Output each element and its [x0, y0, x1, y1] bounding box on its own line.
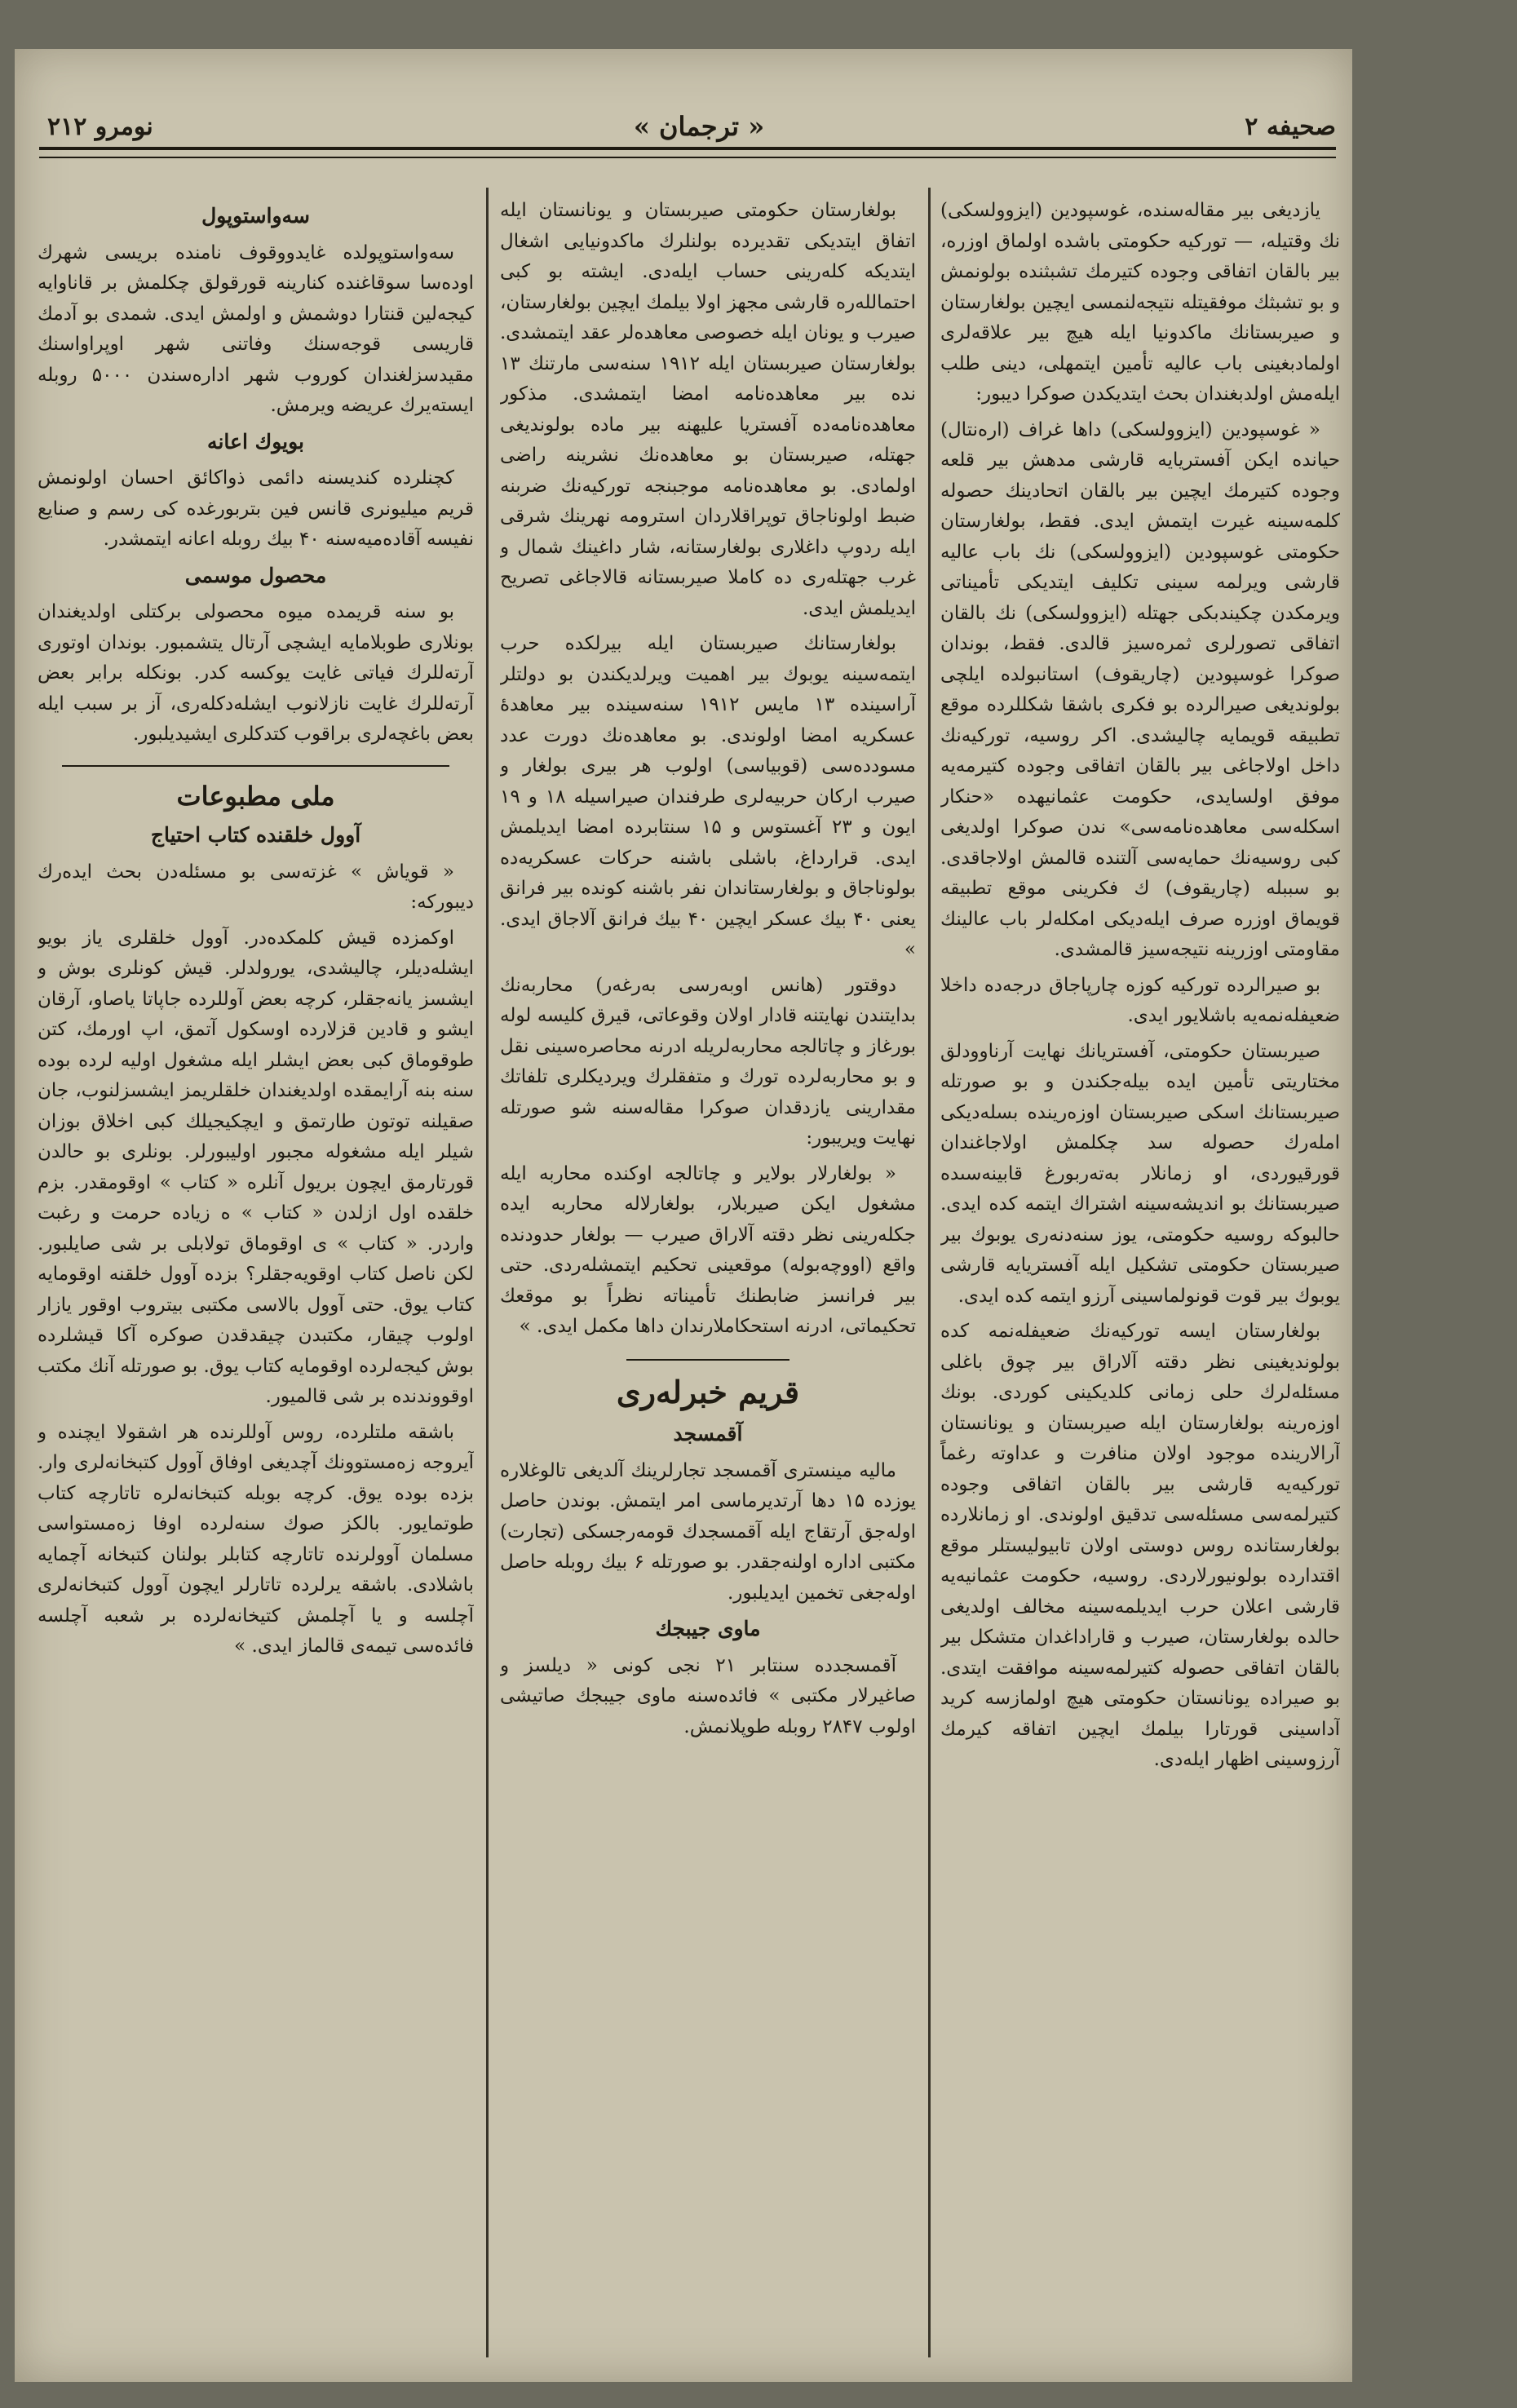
newspaper-title: « ترجمان » [633, 111, 765, 142]
news-heading: سەواستوپول [201, 204, 310, 228]
article-paragraph: « قوياش » غزتەسى بو مسئلەدن بحث ايدەرك ديبوركه: [38, 861, 474, 913]
column-right [940, 196, 1340, 2357]
issue-number: نومرو ۲۱۲ [47, 112, 153, 141]
masthead-rule [39, 147, 1336, 150]
newspaper-page [15, 49, 1352, 2382]
news-paragraph: كچنلرده كنديسنه دائمى ذواكائق احسان اولونمش قريم ميليونرى قانس فين بتربورغده كى رسم و صنايع نفيسه آقادەميەسنه ۴۰ بيك روبله اعانه ايتمشدر. [38, 467, 474, 550]
section-title: قريم خبرلەرى [616, 1373, 800, 1410]
column-middle [500, 196, 916, 2357]
article-paragraph: صيربستان حكومتى، آفستريانك نهايت آرناوودلق مختاريتى تأمين ايده بيلەجكندن و بو صورتله صيربستانك اسكى صيربستان اوزەرينده بسلەديكى املەرك حصوله سد چكلمش اولاجاغندان قورقيوردى، او زمانلار بەتەربورغ قابينەسىده صيربستانك بو اندیشەسينه اشتراك ايتمه كده ايدى. حالبوكه روسيه حكومتى، يوز سنەدنەرى يوبوك بير صيربستان حكومتى تشكيل ايله آفستريايه قارشى يوبوك بير قوت قونولماسينى آرزو ايتمه كده ايدى. [940, 1040, 1340, 1307]
news-heading: آقمسجد [673, 1422, 743, 1445]
article-paragraph: « غوسپودين (ايزوولسكى) داها غراف (ارەنتال) حيانده ايكن آفستريايه قارشى مدهش بير قلعه وجوده كتيرمك ايچين بير بالقان اتحادينك حصوله كلمەسينه غيرت ايتمش ايدى. فقط، بولغارستان حكومتى غوسپودين (ايزوولسكى) نك باب عاليه قارشى ويرلمه سينى تكليف ايتديكى تأميناتى ويرمكدن چكيندبكى جهتله (ايزوولسكى) نك بالقان اتفاقى تصورلرى ثمرەسيز قالدى. فقط، بوندان صوكرا غوسپودين (چاريقوف) استانبولده ايلچى بولونديغى صيرالرده بو فكرى باشقا شكللرده موقع تطبيقه قويمايه چاليشدى. اكر روسيه، توركيەنك داخل اولاجاغى بير بالقان اتفاقى وجوده كتيرمەيه موفق اولسايدى، حكومت عثمانيهده «حنكار اسكلەسى معاهدەنامەسى» ندن صوكرا اولديغى كبى روسيەنك حمايەسى آلتنده قالمش اولاجاقدى. بو سببله (چاريقوف) ك فكرينى موقع تطبيقه قويماق اوزره صرف ايلەديكى امكلەلر باب عالينك مقاومتى اوزرينه نتيجەسيز قالمشدى. [940, 418, 1340, 960]
news-heading: ماوى جيبجك [655, 1617, 761, 1640]
masthead-rule-thin [39, 157, 1336, 158]
masthead [47, 106, 1336, 147]
news-paragraph: سەواستوپولده غايدووقوف نامنده بريسى شهرك اودەسا سوقاغنده كنارينه قورقولق چكلمش بر قاناوايه كيجەلين قنتارا دوشمش و اولمش ايدى. شمدى بو آدمك قاريسى قوجەسنك وفاتنى شهر اوپراواسنك مقيدسزلغندان كوروب شهر ادارەسندن ۵۰۰۰ روبله ايستەيرك عريضه ويرمش. [38, 241, 474, 416]
article-paragraph: بو صيرالرده توركيه كوزه چارپاجاق درجەده داخلا ضعيفلەنمەيه باشلايور ايدى. [940, 974, 1340, 1026]
news-heading: محصول موسمى [184, 563, 327, 587]
page-number: صحيفه ۲ [1245, 112, 1336, 141]
news-heading: بويوك اعانه [207, 429, 304, 454]
article-paragraph: يازديغى بير مقالەسنده، غوسپودين (ايزوولسكى) نك وقتيله، — توركيه حكومتى باشده اولماق اوزره، بير بالقان اتفاقى وجوده كتيرمك تشبثنده بولونمش و بو تشبثك موفقيتله نتيجەلنمسى ايچين بولغارستان و صيربستانك ماكدونيا ايله هيچ بير علاقەلرى اولمادبغينى باب عاليه تأمين ايتمهلى، دينى طلب ايلەمش اولدبغندان بحث ايتديكدن صوكرا ديبور: [940, 200, 1340, 405]
section-separator [62, 765, 449, 767]
column-divider-left [486, 188, 489, 2357]
article-paragraph: باشقه ملتلرده، روس آوللرنده هر اشقولا ايچنده و آيروجه زەمستوونك آچديغى اوفاق آوول كتبخانەلرى وار. بزده بوده يوق. كرچه بوبله كتبخانەلره تاتارچه كتاب طوتمايور. بالكز صوك سنەلرده اوفا زەمستواسى مسلمان آوولرنده تاتارچه كتابلر بولنان كتبخانه آچمايه باشلادى. باشقه يرلرده تاتارلر ايچون آوول كتبخانەلرى آچلسه و يا آچلمش كتيخانەلرده بر شعبه آچلسه فائدەسى تيمەى قالماز ايدى. » [38, 1421, 474, 1657]
article-paragraph: دوقتور (هانس اوبەرسى بەرغەر) محاربەنك بدايتندن نهايتنه قادار اولان وقوعاتى، قيرق كليسه لوله بورغاز و چاتالجه محاربەلريله ادرنه محاصرەسينى نقل و بو محاربەلرده تورك و متفقلرك ويرديكلرى تلفاتك مقدارينى يازدقدان صوكرا مقالەسنه شو صورتله نهايت ويريبور: [500, 974, 916, 1149]
column-divider-right [928, 188, 931, 2357]
article-paragraph: « بولغارلار بولاير و چاتالجه اوكنده محاربه ايله مشغول ايكن صيربلار، بولغارلاله محاربه ايده جكلەرينى نظر دقته آلاراق صيرب — بولغار حدودنده واقع (اووچەبوله) موقعينى تحكيم ايتمشلەردى. حتى بير فرانسز ضابطنك تأميناته نظراً بو موقعك تحكيماتى، ادرنه استحكاملارندان داها مكمل ايدى. » [500, 1162, 916, 1337]
column-left [38, 196, 474, 2357]
article-paragraph: اوكمزده قيش كلمكدەدر. آوول خلقلرى ياز بويو ايشلەديلر، چاليشدى، يورولدلر. قيش كونلرى بوش و ايشسز يانەجقلر، كرچه بعض آوللرده جاپاتا ياصاو، آرقان ايشو و قادين قزلارده اوسكول آتمق، اپ اورمك، كتن طوقوماق كبى بعض ايشلر ايله مشغول اوليه لرده بوده سنه بنه آرايمقده اولديغندان خلقلريمز ايشسزلنوب، جان صقيلنه توتون طارتمق و ايچكيجيلك كبى اخلاق بوزان شيلر ايله مشغوله مجبور اوليبورلر. بونلرى بو حالدن قورتارمق ايچون بريول آنلره « كتاب » اوقومقدر. بزم خلقده اول ازلدن « كتاب » ه زياده حرمت و رغبت واردر. « كتاب » ى اوقوماق تولابلى بر شى صايلبور. لكن ناصل كتاب اوقويەجقلر؟ بزده آوول خلقنه اوقومايه كتاب يوق. حتى آوول بالاسى مكتبى بيتروب اوقور يازار اولوب چيقار، مكتبدن چيقدقدن صوكره آكا قيشلرده بوش كيجەلرده اوقومايه كتاب يوق. بو صورتله آنك مكتب اوقووندنده بر شى قالميور. [38, 927, 474, 1407]
section-separator [626, 1359, 789, 1361]
article-paragraph: بولغارستان حكومتى صيربستان و يونانستان ايله اتفاق ايتديكى تقديرده بولنلرك ماكدونيايى اشغال ايتديكه كلەرينى حساب ايلەدى. ايشته بو كبى احتماللەره قارشى مجهز اولا بيلمك ايچين بولغارستان، صيرب و يونان ايله خصوصى معاهدەلر عقد ايتمشدى. بولغارستان صيربستان ايله ۱۹۱۲ سنەسى مارتنك ۱۳ نده بير معاهدەنامه امضا ايتمشدى. مذكور معاهدەنامەده آفستريا عليهنه بير ماده بولونديغى جهتله، صيربستان بو معاهدەنك نشرينه راضى اولمادى. بو معاهدەنامه موجبنجه توركيەنك ضربنه ضبط اولوناجاق توپراقلاردان استرومه نهرينك شرقى ايله ردوپ داغلارى بولغارستانه، شار داغينك شمال و غرب جهتلەرى ده كاملا صيربستانه قالاجاغى تصريح ايديلمش ايدى. [500, 200, 916, 619]
news-paragraph: ماليه مينسترى آقمسجد تجارلرينك آلديغى تالوغلاره يوزده ۱۵ دها آرتديرماسى امر ايتمش. بوندن حاصل اولەجق آرتقاج ايله آقمسجدك قومەرجسكى (تجارت) مكتبى اداره اولنەجقدر. بو صورتله ۶ بيك روبله حاصل اولەجغى تخمين ايديلبور. [500, 1459, 916, 1604]
article-paragraph: بولغارستان ايسه توركيەنك ضعيفلەنمه كده بولونديغينى نظر دقته آلاراق بير چوق باغلى مسئلەلرك حلى زمانى كلديكينى كوردى. بونك اوزەرينه بولغارستان ايله صيربستان و يونانستان آرالارينده موجود اولان منافرت و عداوته رغماً توركيەيه قارشى بير بالقان اتفاقى وجوده كتيرلمەسى مسئلەسى تدقيق اولوندى. او زمانلارده بولغارستانده روس دوستى اولان تابيوليستلر موقع اقتدارده بولونيورلاردى. روسيه، حكومت عثمانيەيه قارشى اعلان حرب ايديلمەسينه مخالف اولديغى حالده بولغارستان، صيرب و قاراداغدان متشكل بير بالقان اتفاقى حصوله كتيرلمەسينه موافقت ايتدى. بو صيراده يونانستان حكومتى هيچ اولمازسه كريد آداسينى قورتارا بيلمك ايچين اتفاقه كيرمك آرزوسينى اظهار ايلەدى. [940, 1321, 1340, 1770]
section-title: ملى مطبوعات [176, 780, 335, 812]
news-paragraph: آقمسجدده سنتابر ۲۱ نجى كونى « ديلسز و صاغيرلار مكتبى » فائدەسنه ماوى جيبجك صاتيشى اولوب ۲۸۴۷ روبله طوپلانمش. [500, 1654, 916, 1737]
news-heading: آوول خلقنده كتاب احتياج [150, 823, 361, 847]
article-paragraph: بولغارستانك صيربستان ايله بيرلكده حرب ايتمەسينه يوبوك بير اهميت ويرلديكندن بو دولتلر آراسينده ۱۳ مايس ۱۹۱۲ سنەسينده بير معاهدۀ عسكريه امضا اولوندى. بو معاهدەنك دورت عدد مسوددەسى (قوبياسى) اولوب هر بيرى بولغار و صيرب اركان حربيەلرى طرفندان صيراسيله ۱۸ و ۱۹ ايون و ۲۳ آغستوس و ۱۵ سنتابرده امضا ايديلمش ايدى. قرارداغ، باشلى باشنه حركات عسكريەده بولوناجاق و بولغارستاندان نفر باشنه كوندە بير فرانق يعنى ۴۰ بيك عسكر ايچين ۴۰ بيك فرانق آلاجاق ايدى. » [500, 633, 916, 960]
news-paragraph: بو سنه قريمده ميوه محصولى بركتلى اولديغندان بونلارى طوبلامايه ايشچى آرتال يتشمبور. بوندان اوتورى آرتەللرك فياتى غايت يوكسه كدر. بونكله برابر بعض آرتەللرك غايت نازلانوب ايشلەدكلەرى، آز بر سبب ايله بعض باغچەلرى براقوب كتدكلرى ايشيديلبور. [38, 601, 474, 745]
